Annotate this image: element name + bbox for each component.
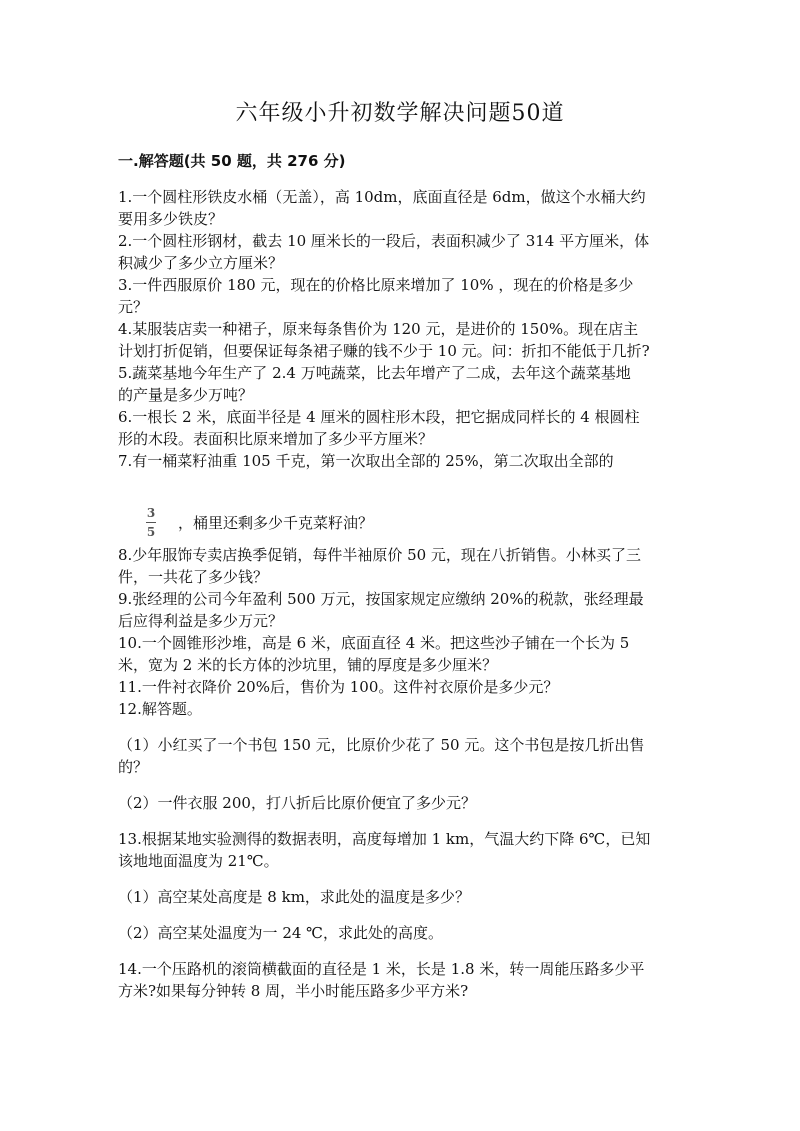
question-text: 计划打折促销，但要保证每条裙子赚的钱不少于 10 元。问：折扣不能低于几折? [118, 342, 650, 360]
question-6 [118, 406, 703, 450]
question-text: 5.蔬菜基地今年生产了 2.4 万吨蔬菜，比去年增产了二成，去年这个蔬菜基地 [118, 364, 631, 382]
question-text: 12.解答题。 [118, 700, 202, 718]
question-text: 6.一根长 2 米，底面半径是 4 厘米的圆柱形木段，把它据成同样长的 4 根圆柱 [118, 408, 640, 426]
question-text: （2）一件衣服 200，打八折后比原价便宜了多少元？ [118, 794, 476, 812]
question-text: 积减少了多少立方厘米？ [118, 254, 284, 272]
question-8 [118, 544, 703, 588]
question-text: 该地地面温度为 21℃。 [118, 852, 279, 870]
section-heading: 一.解答题(共 50 题，共 276 分) [118, 152, 346, 170]
question-text: 7.有一桶菜籽油重 105 千克，第一次取出全部的 25%，第二次取出全部的 [118, 452, 614, 470]
question-text: 1.一个圆柱形铁皮水桶（无盖），高 10dm，底面直径是 6dm，做这个水桶大约 [118, 188, 646, 206]
question-text: 元？ [118, 298, 149, 316]
question-text: 的？ [118, 758, 149, 776]
question-13 [118, 828, 703, 944]
question-7 [118, 450, 703, 544]
question-12 [118, 698, 703, 814]
question-text: （1）小红买了一个书包 150 元，比原价少花了 50 元。这个书包是按几折出售 [118, 736, 645, 754]
question-text: 13.根据某地实验测得的数据表明，高度每增加 1 km，气温大约下降 6℃，已知 [118, 830, 651, 848]
fraction-image [146, 507, 156, 538]
question-5 [118, 362, 703, 406]
fraction-line [118, 500, 703, 544]
question-text: 的产量是多少万吨？ [118, 386, 254, 404]
question-text: 8.少年服饰专卖店换季促销，每件半袖原价 50 元，现在八折销售。小林买了三 [118, 546, 641, 564]
question-text: 要用多少铁皮？ [118, 210, 224, 228]
question-text: 2.一个圆柱形钢材，截去 10 厘米长的一段后，表面积减少了 314 平方厘米，体 [118, 232, 650, 250]
fraction-numerator: 3 [146, 505, 156, 520]
question-text: 4.某服装店卖一种裙子，原来每条售价为 120 元，是进价的 150%。现在店主 [118, 320, 639, 338]
question-text: 14.一个压路机的滚筒横截面的直径是 1 米，长是 1.8 米，转一周能压路多少平 [118, 960, 645, 978]
document-title: 六年级小升初数学解决问题50道 [235, 101, 565, 126]
question-text: 11.一件衬衣降价 20%后，售价为 100。这件衬衣原价是多少元？ [118, 678, 559, 696]
question-text: 米，宽为 2 米的长方体的沙坑里，铺的厚度是多少厘米？ [118, 656, 498, 674]
question-2 [118, 230, 703, 274]
question-text: 方米?如果每分钟转 8 周，半小时能压路多少平方米? [118, 982, 469, 1000]
question-text: 9.张经理的公司今年盈利 500 万元，按国家规定应缴纳 20%的税款，张经理最 [118, 590, 644, 608]
question-14 [118, 958, 703, 1002]
question-text: 后应得利益是多少万元？ [118, 612, 284, 630]
question-text: ，桶里还剩多少千克菜籽油？ [178, 513, 374, 532]
fraction-denominator: 5 [146, 524, 156, 539]
question-10 [118, 632, 703, 676]
question-text: 形的木段。表面积比原来增加了多少平方厘米？ [118, 430, 434, 448]
question-text: 件，一共花了多少钱？ [118, 568, 269, 586]
question-4 [118, 318, 703, 362]
question-11 [118, 676, 703, 698]
question-1 [118, 186, 703, 230]
question-text: 10.一个圆锥形沙堆，高是 6 米，底面直径 4 米。把这些沙子铺在一个长为 5 [118, 634, 630, 652]
question-text: （1）高空某处高度是 8 km，求此处的温度是多少？ [118, 888, 470, 906]
question-9 [118, 588, 703, 632]
question-text: 3.一件西服原价 180 元，现在的价格比原来增加了 10% ，现在的价格是多少 [118, 276, 634, 294]
question-3 [118, 274, 703, 318]
question-list [118, 186, 703, 1002]
question-text: （2）高空某处温度为一 24 ℃，求此处的高度。 [118, 924, 443, 942]
